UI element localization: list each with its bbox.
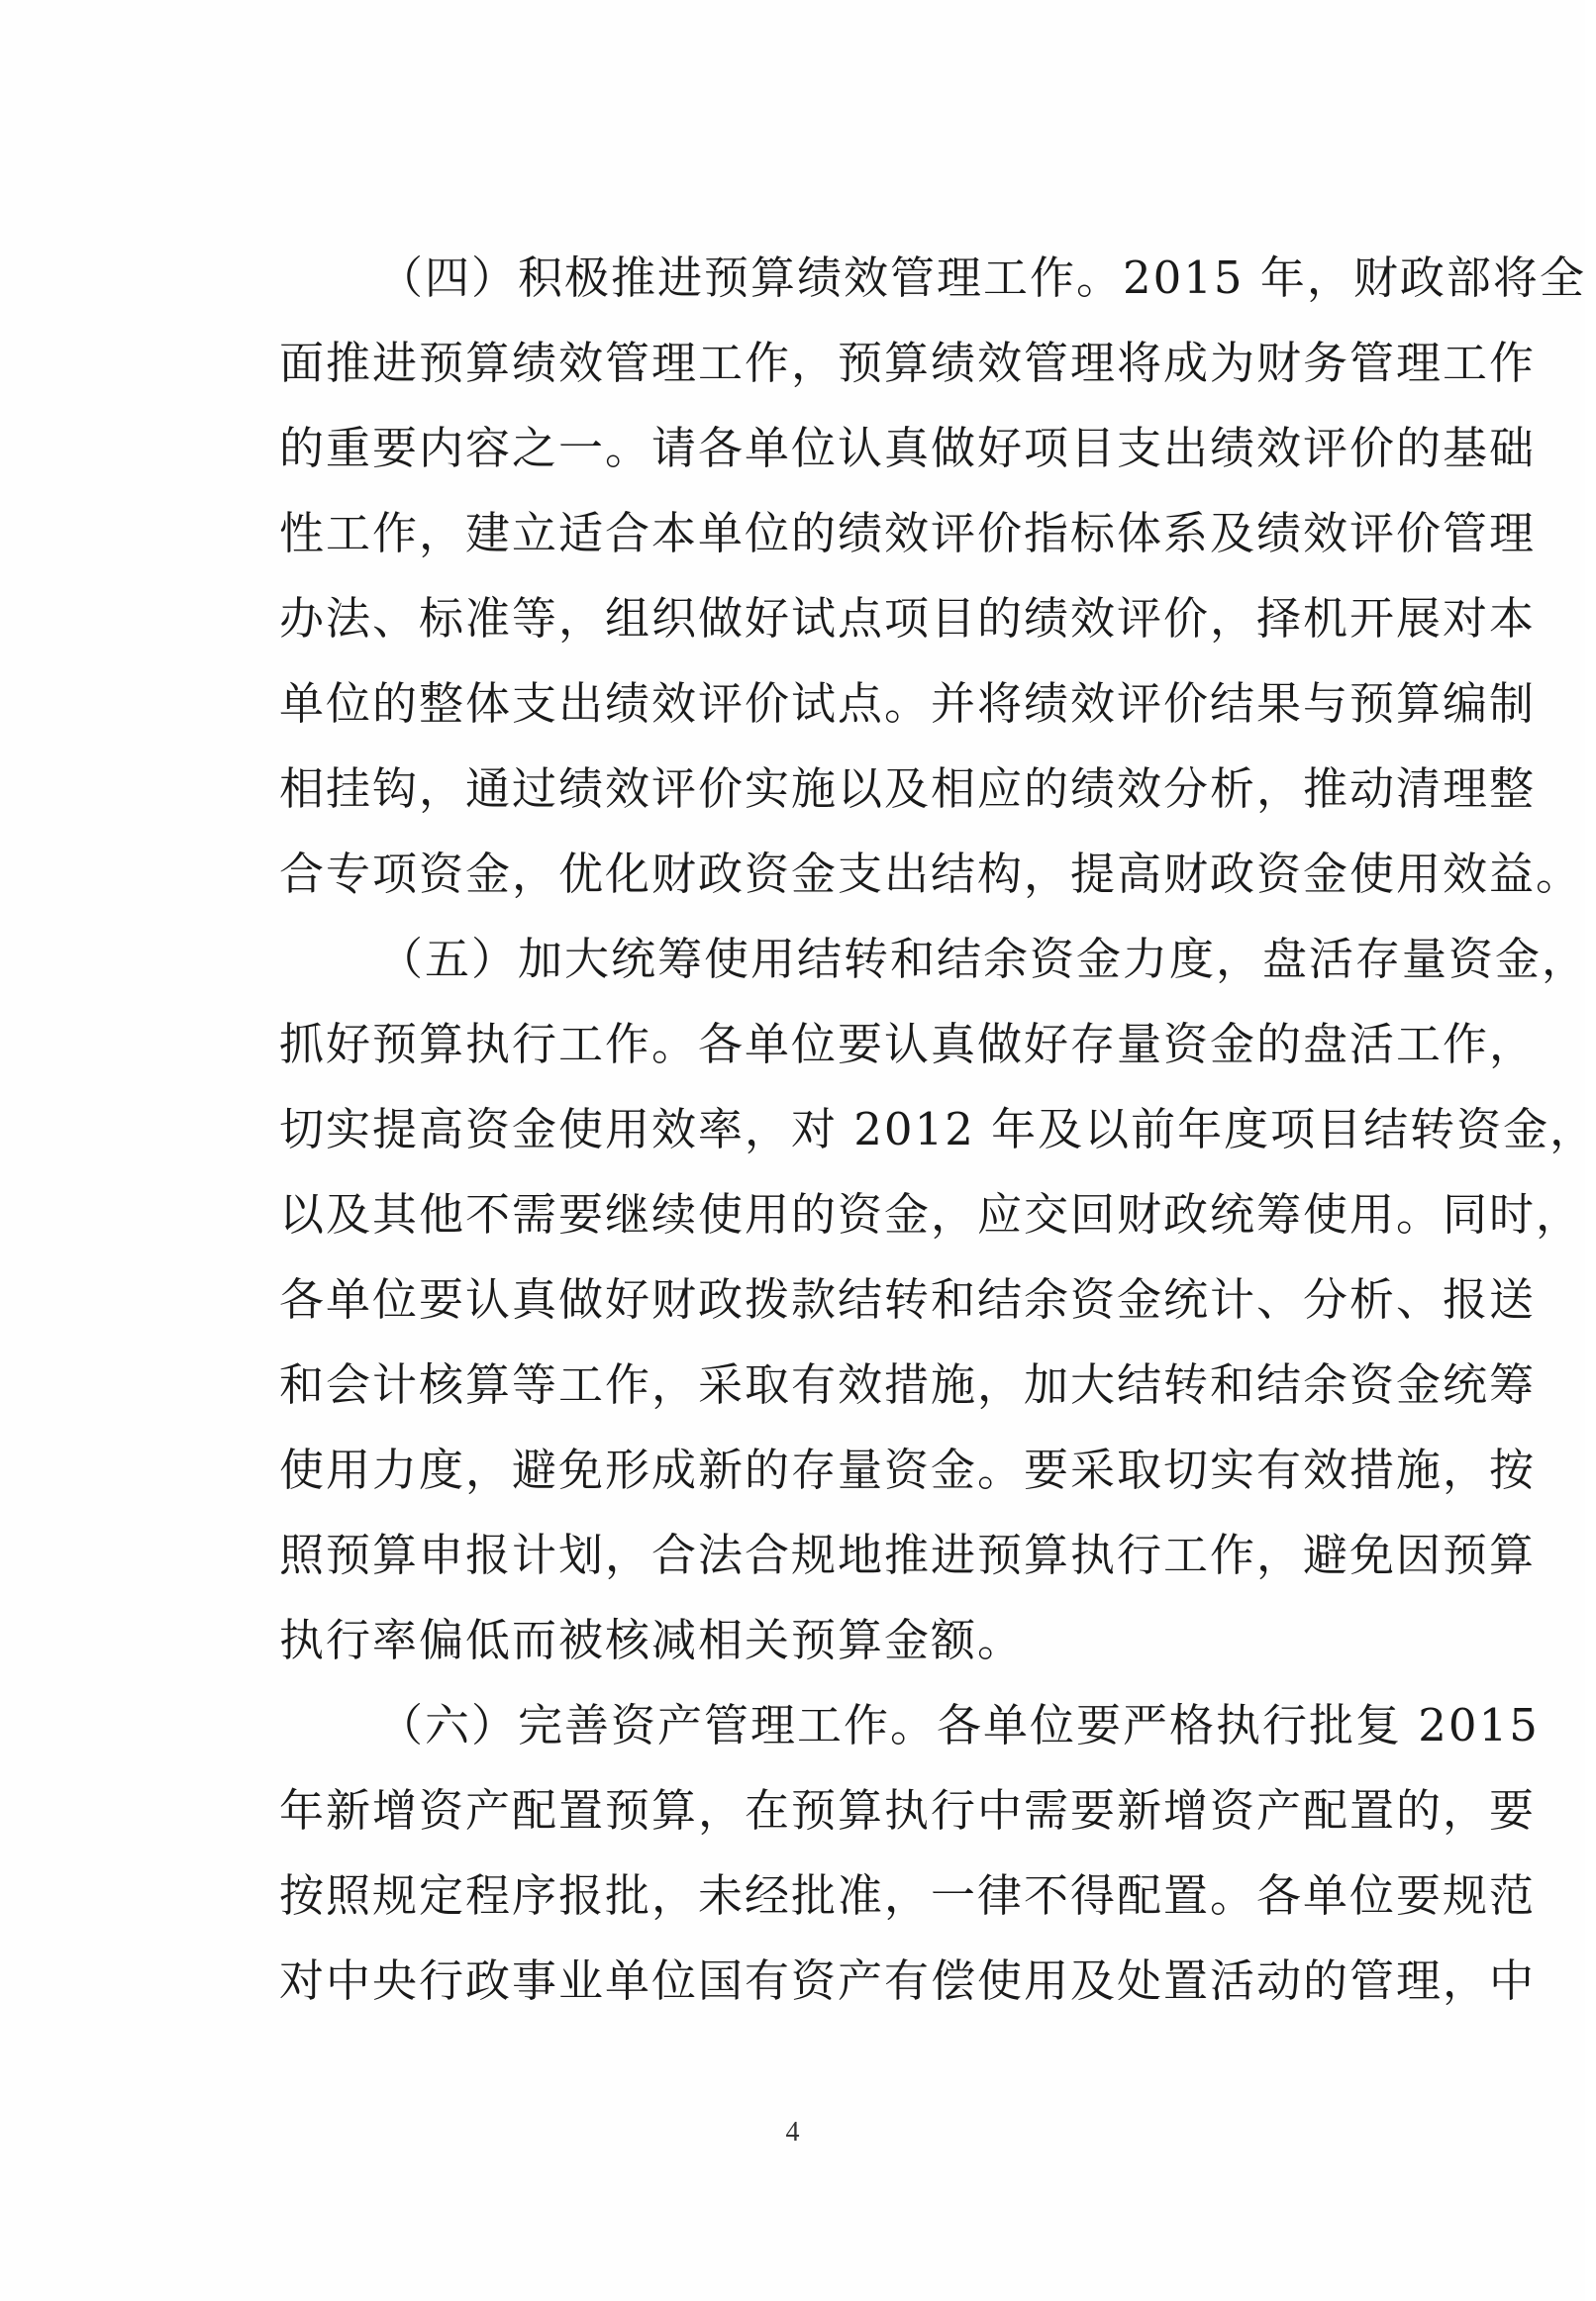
paragraph-5-line-2: 抓好预算执行工作。各单位要认真做好存量资金的盘活工作， — [279, 1018, 1537, 1070]
paragraph-5-line-4: 以及其他不需要继续使用的资金，应交回财政统筹使用。同时， — [279, 1188, 1583, 1241]
paragraph-6-line-2: 年新增资产配置预算，在预算执行中需要新增资产配置的，要 — [279, 1784, 1537, 1837]
paragraph-4-line-1: （四）积极推进预算绩效管理工作。2015 年，财政部将全 — [378, 251, 1586, 304]
paragraph-6-line-4: 对中央行政事业单位国有资产有偿使用及处置活动的管理，中 — [279, 1954, 1537, 2007]
paragraph-4-line-5: 办法、标准等，组织做好试点项目的绩效评价，择机开展对本 — [279, 592, 1537, 645]
paragraph-5-line-5: 各单位要认真做好财政拨款结转和结余资金统计、分析、报送 — [279, 1273, 1537, 1326]
paragraph-5-line-8: 照预算申报计划，合法合规地推进预算执行工作，避免因预算 — [279, 1529, 1537, 1581]
paragraph-4-line-7: 相挂钩，通过绩效评价实施以及相应的绩效分析，推动清理整 — [279, 762, 1537, 815]
paragraph-5-line-3: 切实提高资金使用效率，对 2012 年及以前年度项目结转资金， — [279, 1103, 1596, 1155]
paragraph-5-line-9: 执行率偏低而被核减相关预算金额。 — [279, 1614, 1025, 1666]
body-text — [279, 236, 1596, 2024]
paragraph-4-line-6: 单位的整体支出绩效评价试点。并将绩效评价结果与预算编制 — [279, 677, 1537, 730]
paragraph-4-line-2: 面推进预算绩效管理工作，预算绩效管理将成为财务管理工作 — [279, 337, 1537, 389]
paragraph-5-line-6: 和会计核算等工作，采取有效措施，加大结转和结余资金统筹 — [279, 1358, 1537, 1411]
paragraph-6-line-3: 按照规定程序报批，未经批准，一律不得配置。各单位要规范 — [279, 1869, 1537, 1922]
paragraph-4-line-3: 的重要内容之一。请各单位认真做好项目支出绩效评价的基础 — [279, 422, 1537, 474]
page-number: 4 — [785, 2117, 800, 2148]
paragraph-6-line-1: （六）完善资产管理工作。各单位要严格执行批复 2015 — [378, 1699, 1540, 1751]
paragraph-5-line-7: 使用力度，避免形成新的存量资金。要采取切实有效措施，按 — [279, 1444, 1537, 1496]
paragraph-4-line-8: 合专项资金，优化财政资金支出结构，提高财政资金使用效益。 — [279, 848, 1583, 900]
paragraph-5-line-1: （五）加大统筹使用结转和结余资金力度，盘活存量资金， — [378, 933, 1589, 985]
paragraph-4-line-4: 性工作，建立适合本单位的绩效评价指标体系及绩效评价管理 — [279, 507, 1537, 559]
